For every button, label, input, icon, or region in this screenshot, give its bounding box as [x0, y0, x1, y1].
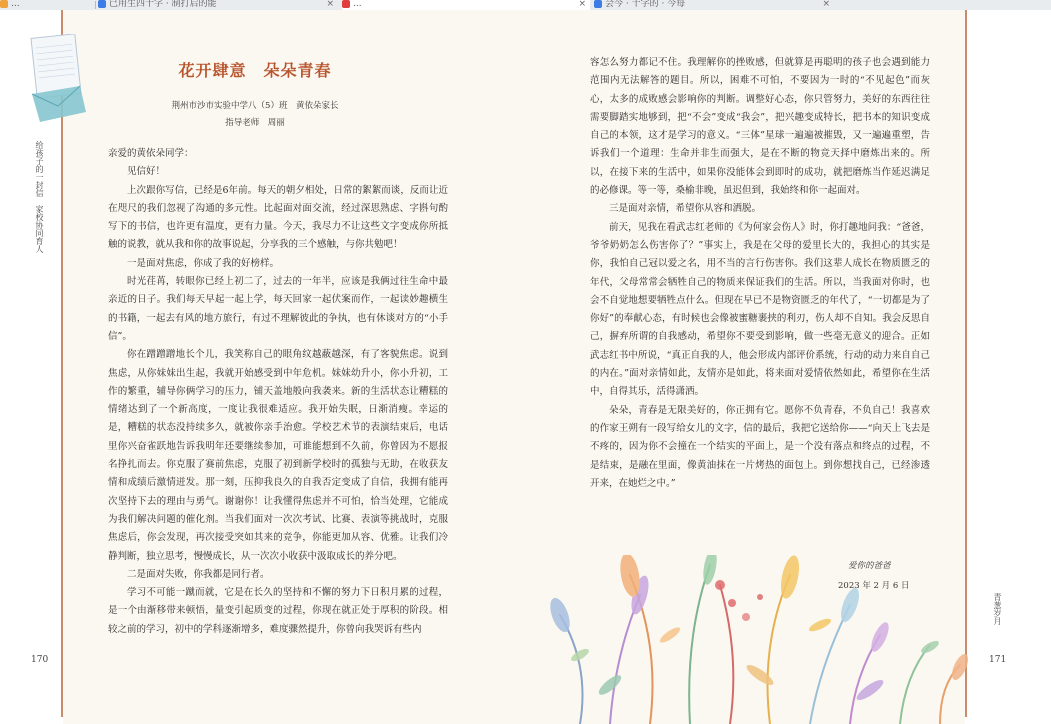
paragraph: 上次跟你写信，已经是6年前。每天的朝夕相处，日常的絮絮而谈，反而让近在咫尺的我们忽视了沟通的多元性。比起面对面交流，经过深思熟虑、字斟句酌写下的书信，也许更有温度，更有力量。今天，我尽力不让这些文字变成你所抵触的说教，就从我和你的故事说起，分享我的三个感触，与你共勉吧！: [108, 184, 448, 251]
letter-date: 2023 年 2 月 6 日: [838, 581, 910, 591]
tab-4-label: 会今 · 十字的 · 今每: [605, 0, 686, 9]
right-margin-note: 青葱岁月: [993, 593, 1002, 625]
section-heading: 一是面对焦虑，你成了我的好榜样。: [127, 257, 280, 269]
left-text-column: [108, 145, 448, 690]
tab-separator: [95, 1, 96, 9]
tab-1[interactable]: [0, 0, 95, 10]
salutation: 亲爱的黄依朵同学：: [108, 148, 194, 159]
close-icon[interactable]: ×: [822, 0, 830, 9]
left-margin-note: 给孩子的一封信 家校协同育人: [35, 141, 44, 253]
right-text-column: [590, 54, 930, 514]
letter-card-illustration: [28, 34, 90, 124]
sign-off: 爱你的爸爸: [848, 561, 891, 571]
article-title: 花开肆意 朵朵青春: [178, 61, 332, 80]
greeting: 见信好！: [127, 166, 166, 178]
section-heading: 二是面对失败，你我都是同行者。: [127, 568, 270, 580]
document-icon: [0, 0, 8, 8]
tab-2[interactable]: [98, 0, 338, 10]
paragraph: 学习不可能一蹴而就，它是在长久的坚持和不懈的努力下日积月累的过程，是一个由渐移带来顿悟，量变引起质变的过程，你现在就正处于厚积的阶段。相较之前的学习，初中的学科逐渐增多，难度骤然提升，你曾向我哭诉有些内: [108, 587, 448, 635]
advisor-line: 指导老师 周丽: [225, 118, 285, 128]
close-icon[interactable]: ×: [578, 0, 586, 9]
tab-3-label: ...: [353, 0, 362, 9]
paragraph: 朵朵，青春是无限美好的，你正拥有它。愿你不负青春，不负自己！我喜欢的作家王朔有一段写给女儿的文字，信的最后，我把它送给你——“向天上飞去是不疼的，因为你不会撞在一个结实的平面上，是一个没有落点和终点的过程，不是结束，是融在里面，像黄油抹在一片烤热的面包上。到你想找自己，已经渗透开来，在她烂之中。”: [590, 404, 930, 489]
left-page-number: 170: [31, 655, 49, 665]
paragraph: 时光荏苒，转眼你已经上初二了，过去的一年半，应该是我俩过往生命中最亲近的日子。我们每天早起一起上学，每天回家一起伏案而作，一起读妙趣横生的书籍，一起去有风的地方旅行，有过不理解彼此的争执，也有休谈对方的“小手信”。: [108, 276, 448, 342]
tab-4[interactable]: [594, 0, 834, 10]
tab-3-active[interactable]: [342, 0, 590, 10]
document-viewer[interactable]: [0, 10, 1051, 724]
document-icon: [594, 0, 602, 8]
tab-1-label: ...: [11, 0, 20, 9]
close-icon[interactable]: ×: [326, 0, 334, 9]
watercolor-flowers-illustration: [520, 555, 980, 724]
paragraph: 前天，见我在看武志红老师的《为何家会伤人》时，你打趣地问我：“爸爸，爷爷奶奶怎么伤害你了？”事实上，我是在父母的爱里长大的，我担心的其实是你，我怕自己冠以爱之名，用不当的言行伤害你。我们这辈人成长在物质匮乏的年代，父母常常会牺牲自己的物质来保证我们的生活。所以，当我面对你时，也会不自觉地想要牺牲点什么。但现在早已不是物资匮乏的年代了，“一切都是为了你好”的奉献心态，有时候也会像被蜜糖裹挟的利刃，伤人却不自知。我会反思自己，摒弃所谓的自我感动，希望你不要受到影响，做一些毫无意义的迎合。正如武志红书中所说，“真正自我的人，他会形成内部评价系统，行动的动力来自自己的内在。”面对亲情如此，友情亦是如此，将来面对爱情依然如此，希望你在生活中，自得其乐，活得潇洒。: [590, 221, 930, 398]
author-byline: 荆州市沙市实验中学八（5）班 黄依朵家长: [171, 101, 339, 111]
pdf-icon: [342, 0, 350, 8]
tab-2-label: 已用生四十字 · 制打后的能: [109, 0, 217, 9]
paragraph: 你在蹭蹭蹭地长个儿，我笑称自己的眼角纹越蔽越深，有了客貌焦虑。说到焦虑，从你妹妹出生起，我就开始感受到中年危机。妹妹幼升小，你小升初，工作的繁重，辅导你俩学习的压力，铺天盖地般向我袭来。新的生活状态让糟糕的情绪达到了一个新高度，一度让我很难适应。我开始失眠，日渐消瘦。幸运的是，糟糕的状态没持续多久，就被你亲手治愈。学校艺术节的表演结束后，电话里你兴奋雀跃地告诉我明年还要继续参加，可谁能想到不久前，你曾因为不愿报名挣扎而去。你克服了赛前焦虑，克服了初到新学校时的孤独与无助，在收获友情和成绩后激情迸发。那一刻，压抑我良久的自我否定变成了自信，我拥有能再次坚持下去的理由与勇气。谢谢你！让我懂得焦虑并不可怕，恰当处理，它能成为我们解决问题的催化剂。当我们面对一次次考试、比赛、表演等挑战时，克服焦虑后，你会发现，再次接受突如其来的竞争，你能更加从容、优雅。让我们冷静判断，独立思考，慢慢成长，从一次次小收获中汲取成长的养分吧。: [108, 349, 448, 562]
paragraph-continued: 容怎么努力都记不住。我理解你的挫败感，但就算是再聪明的孩子也会遇到能力范围内无法解答的题目。所以，困难不可怕，不要因为一时的“不见起色”而灰心，太多的成败感会影响你的判断。调整好心态，你只管努力，美好的东西往往需要脚踏实地够到，把“不会”变成“我会”，把兴趣变成特长，把书本的知识变成自己的本领，这才是学习的意义。“三体”星球一遍遍被摧毁，又一遍遍重塑，告诉我们一个道理：生命并非生而强大，是在不断的物竞天择中磨炼出来的。所以，在接下来的生活中，如果你没能体会到即时的成功，就把磨炼当作延迟满足的必修课。等一等，桑榆非晚，虽迟但到，我始终和你一起面对。: [590, 57, 930, 197]
document-icon: [98, 0, 106, 8]
section-heading: 三是面对亲情，希望你从容和洒脱。: [609, 203, 762, 215]
right-page-number: 171: [989, 655, 1007, 665]
